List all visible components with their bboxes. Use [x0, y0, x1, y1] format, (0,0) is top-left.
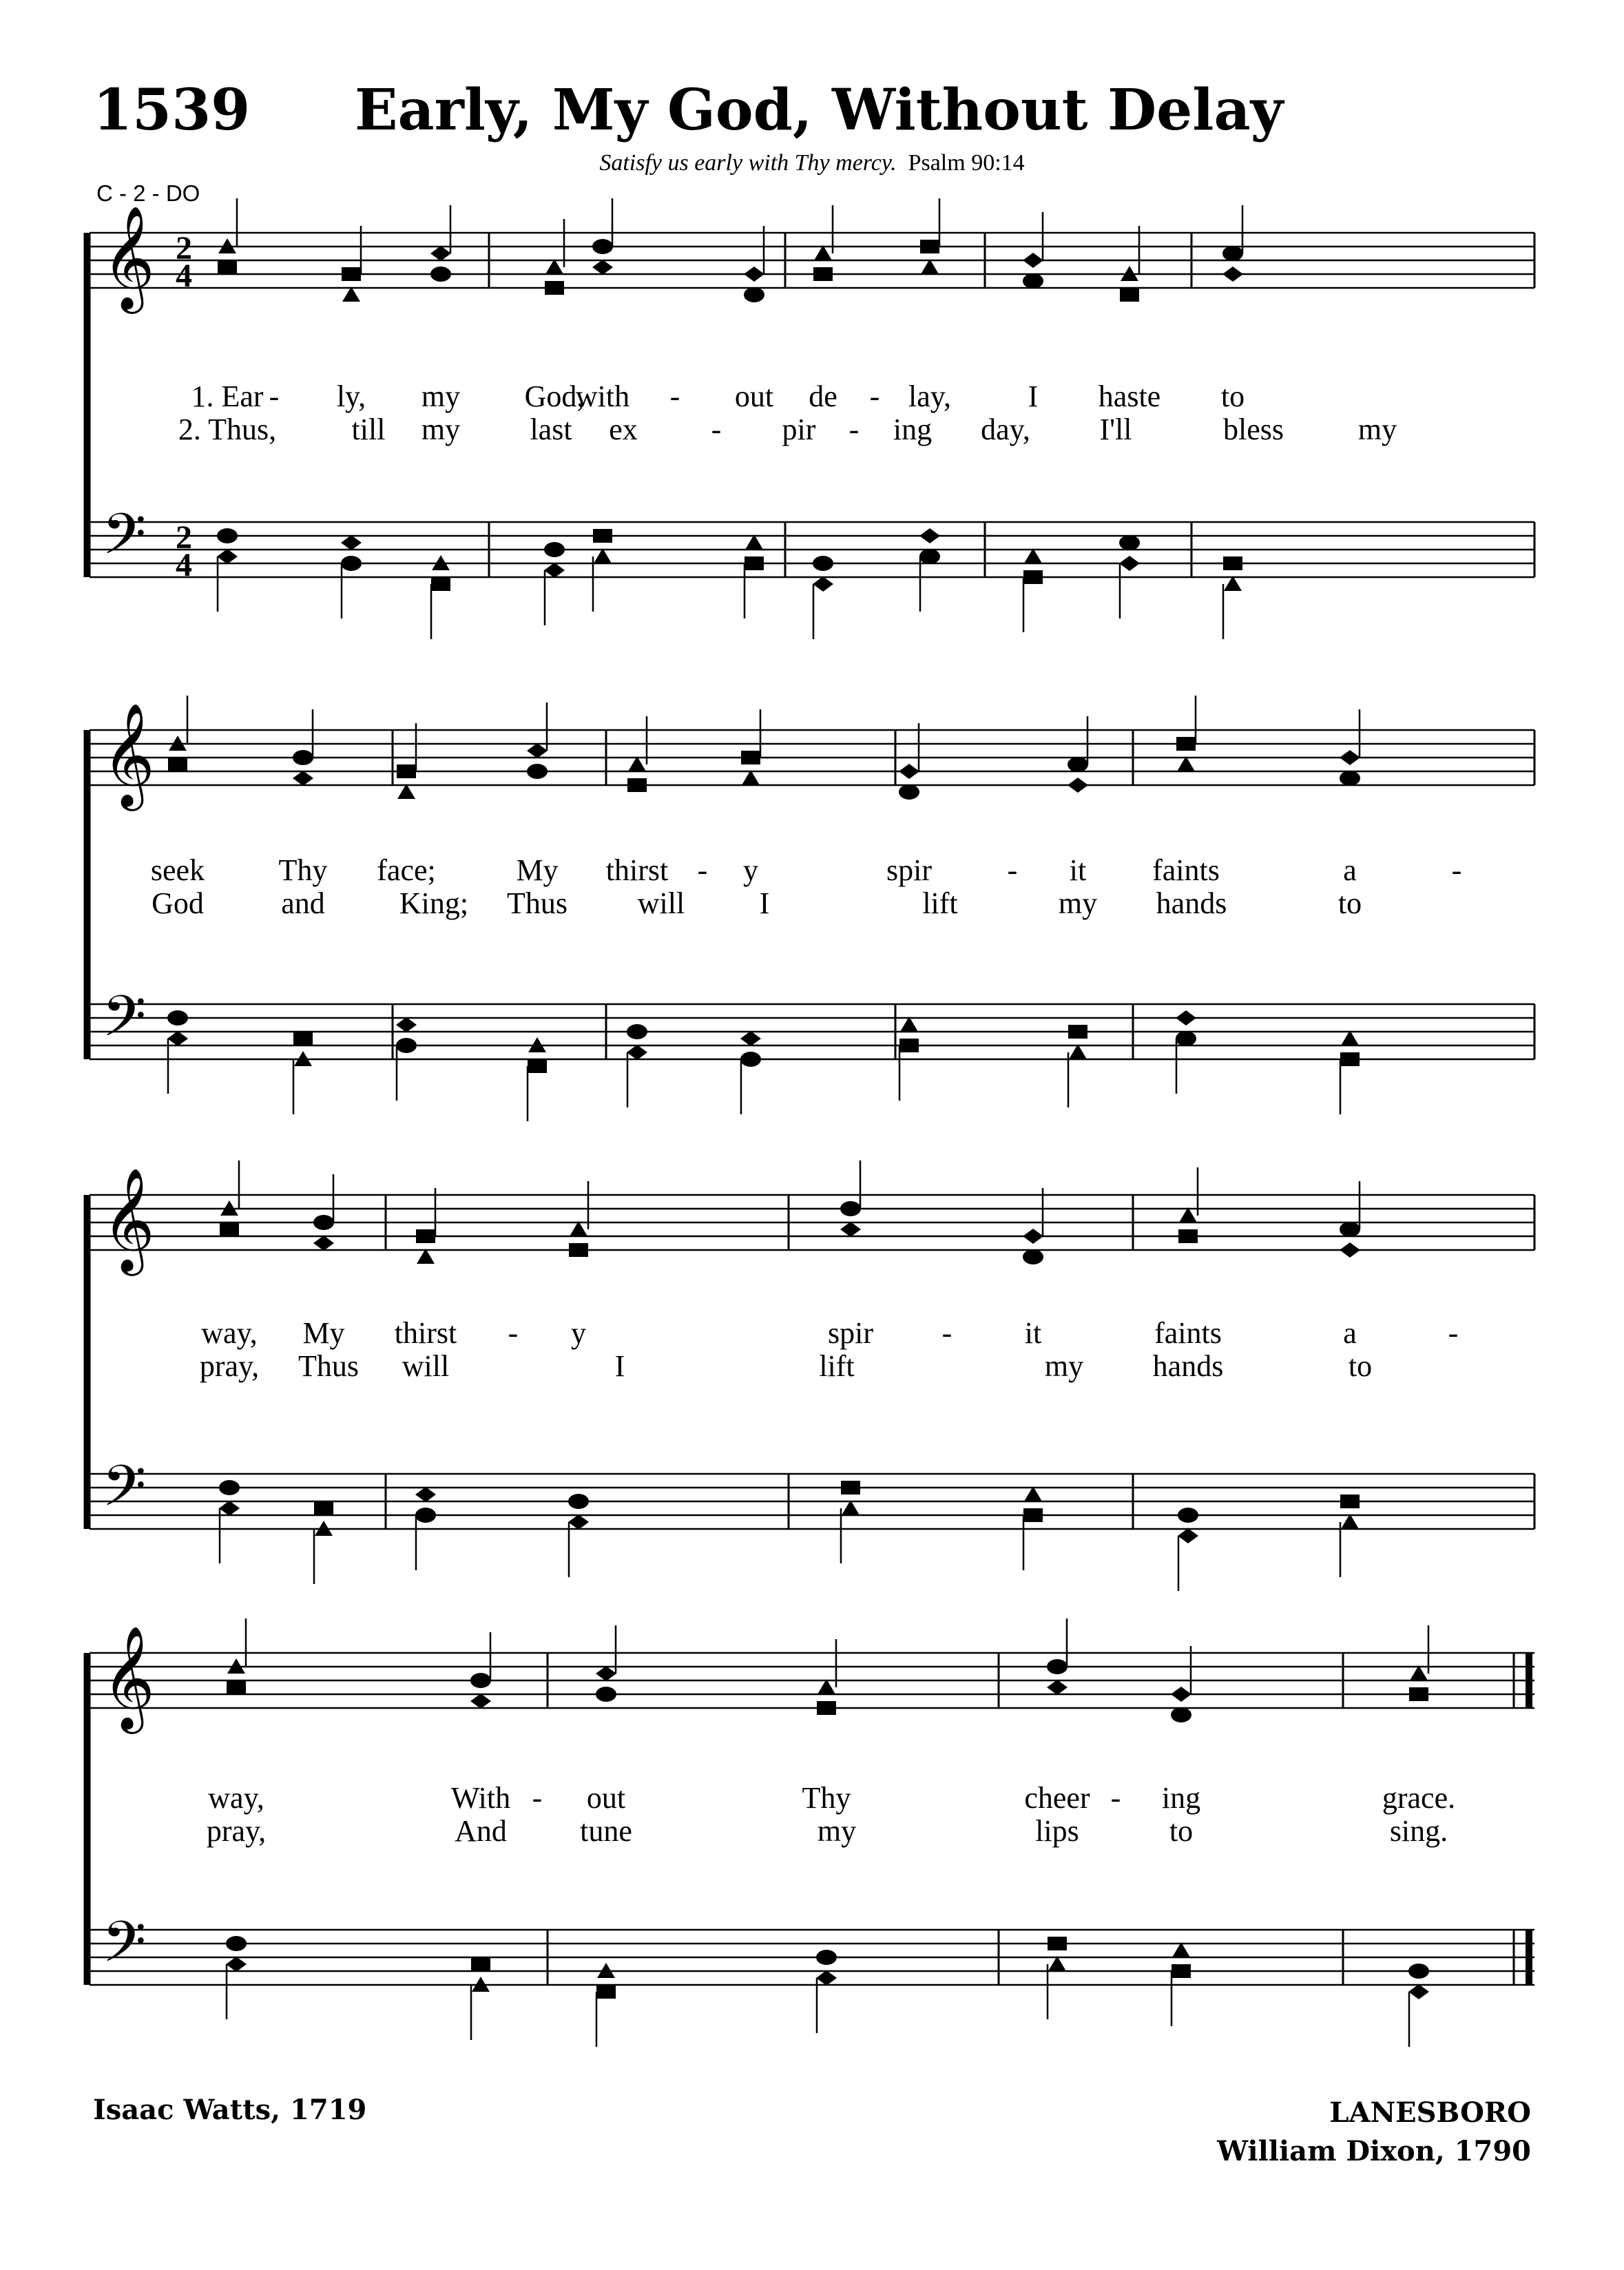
note-head-square [220, 1222, 239, 1236]
note-head-square [218, 260, 237, 274]
lyric-verse2: pray, [206, 1814, 267, 1848]
note-head-square [1023, 1508, 1043, 1522]
lyric-verse2: till [351, 413, 386, 446]
note-head-square [1340, 1495, 1360, 1508]
lyric-verse2: to [1169, 1814, 1194, 1848]
note-head-triangle [742, 770, 760, 785]
note-head-triangle [1179, 1207, 1197, 1222]
note-head-square [745, 556, 764, 570]
bass-clef: 𝄢 [102, 1911, 147, 1988]
lyric-verse2: my [817, 1814, 857, 1848]
note-head-round [899, 784, 919, 800]
note-head-round [813, 556, 833, 571]
note-head-round [1171, 1707, 1191, 1722]
note-head-diamond [1408, 1984, 1429, 1999]
bass-staff [90, 1930, 1534, 1985]
note-head-triangle [900, 1017, 918, 1032]
note-head-square [545, 281, 564, 295]
lyric-verse2: I [759, 886, 770, 920]
lyric-verse2: to [1337, 886, 1362, 920]
note-head-square [342, 267, 361, 281]
lyric-verse2: my [1058, 886, 1098, 920]
lyric-verse1: 1. Ear [191, 379, 264, 413]
lyric-verse2: will [402, 1349, 450, 1383]
lyric-verse2: Thus [507, 886, 568, 920]
lyric-verse2: 2. Thus, [178, 413, 277, 446]
lyric-verse1: My [302, 1316, 345, 1350]
note-head-triangle [921, 259, 939, 274]
lyric-verse1: Thy [278, 853, 328, 887]
treble-clef: 𝄞 [102, 1171, 155, 1270]
composer-credit: William Dixon, 1790 [1217, 2135, 1531, 2167]
note-head-diamond [1222, 267, 1243, 282]
note-head-diamond [415, 1487, 436, 1502]
lyric-verse1: spir [886, 853, 932, 887]
note-head-triangle [1024, 1486, 1042, 1501]
lyric-verse1: - [1110, 1781, 1121, 1815]
lyric-verse1: With [450, 1781, 511, 1815]
note-head-square [813, 267, 833, 281]
lyric-verse2: will [637, 886, 685, 920]
note-head-round [592, 239, 613, 254]
note-head-square [1048, 1937, 1067, 1950]
note-head-round [217, 528, 238, 543]
lyric-verse1: with [575, 379, 630, 413]
note-head-round [1023, 273, 1043, 289]
lyric-verse2: sing. [1389, 1814, 1448, 1848]
lyric-verse2: last [530, 413, 572, 446]
lyric-verse1: - [869, 379, 880, 413]
lyric-verse2: tune [580, 1814, 632, 1848]
hymn-title: Early, My God, Without Delay [355, 77, 1284, 143]
note-head-round [219, 1480, 240, 1495]
note-head-diamond [1340, 1242, 1360, 1258]
note-head-round [1047, 1659, 1068, 1674]
note-head-diamond [740, 1031, 761, 1046]
note-head-round [596, 1687, 616, 1702]
lyric-verse1: - [532, 1781, 543, 1815]
time-signature-top: 2 [176, 230, 192, 267]
note-head-round [527, 764, 548, 779]
lyric-verse1: thirst [605, 853, 669, 887]
note-head-diamond [1023, 1229, 1043, 1244]
lyric-verse1: y [743, 853, 758, 887]
note-head-triangle [1172, 1942, 1190, 1957]
lyric-verse1: My [516, 853, 559, 887]
note-head-square [817, 1701, 836, 1715]
note-head-square [1176, 737, 1196, 751]
note-head-square [314, 1501, 333, 1515]
lyric-verse1: I [1028, 379, 1039, 413]
words-credit: Isaac Watts, 1719 [93, 2094, 367, 2126]
note-head-triangle [842, 1500, 860, 1515]
lyric-verse1: ing [1161, 1781, 1201, 1815]
treble-clef: 𝄞 [102, 706, 155, 805]
lyric-verse2: - [711, 413, 722, 446]
note-head-diamond [816, 1970, 837, 1986]
note-head-triangle [594, 548, 612, 563]
note-head-diamond [592, 260, 613, 275]
note-head-round [627, 1024, 647, 1039]
treble-staff [90, 1195, 1534, 1250]
note-head-triangle [818, 1679, 835, 1694]
note-head-square [1023, 570, 1043, 584]
lyric-verse2: bless [1223, 413, 1284, 446]
lyric-verse1: my [421, 379, 461, 413]
lyric-verse1: lay, [908, 379, 951, 413]
lyric-verse2: my [421, 413, 461, 446]
note-head-round [293, 750, 313, 765]
note-head-round [1068, 757, 1088, 772]
epigraph-quote: Satisfy us early with Thy mercy. [599, 150, 897, 176]
lyric-verse1: a [1343, 1316, 1357, 1350]
note-head-square [627, 778, 647, 792]
note-head-triangle [1410, 1665, 1428, 1680]
note-head-diamond [627, 1045, 647, 1060]
time-signature-bottom: 4 [176, 258, 192, 294]
note-head-diamond [744, 267, 764, 282]
note-head-diamond [1023, 253, 1043, 268]
note-head-round [1340, 1222, 1360, 1237]
note-head-square [593, 529, 612, 543]
note-head-diamond [544, 563, 565, 578]
lyric-verse1: - [269, 379, 280, 413]
note-head-triangle [1024, 548, 1042, 563]
lyric-verse1: out [586, 1781, 626, 1815]
lyric-verse1: out [734, 379, 774, 413]
note-head-round [396, 1038, 417, 1053]
note-head-round [415, 1508, 436, 1523]
note-head-square [471, 1957, 490, 1971]
note-head-diamond [293, 771, 313, 786]
note-head-round [1119, 535, 1140, 550]
lyric-verse1: grace. [1382, 1781, 1456, 1815]
note-head-triangle [417, 1249, 435, 1264]
lyric-verse1: cheer [1024, 1781, 1090, 1815]
note-head-round [744, 287, 764, 302]
note-head-diamond [840, 1222, 861, 1237]
note-head-round [1340, 771, 1360, 786]
lyric-verse1: faints [1154, 1316, 1222, 1350]
note-head-round [226, 1936, 247, 1951]
note-head-triangle [342, 287, 360, 302]
lyric-verse2: I [614, 1349, 625, 1383]
note-head-square [416, 1229, 435, 1243]
lyric-verse1: - [1007, 853, 1018, 887]
time-signature-top: 2 [176, 519, 192, 556]
lyric-verse1: ly, [336, 379, 366, 413]
lyric-verse2: - [849, 413, 860, 446]
note-head-round [430, 267, 451, 282]
note-head-square [841, 1481, 860, 1495]
lyric-verse2: pray, [199, 1349, 260, 1383]
lyric-verse1: way, [201, 1316, 258, 1350]
note-head-diamond [813, 576, 833, 592]
note-head-square [741, 751, 760, 764]
note-head-diamond [568, 1514, 589, 1530]
note-head-diamond [1340, 750, 1360, 765]
note-head-triangle [1069, 1044, 1087, 1059]
note-head-triangle [545, 259, 563, 274]
lyric-verse1: faints [1152, 853, 1220, 887]
lyric-verse1: - [508, 1316, 519, 1350]
note-head-triangle [745, 534, 763, 550]
note-head-diamond [219, 1501, 240, 1516]
note-head-round [816, 1950, 837, 1965]
note-head-square [227, 1680, 246, 1694]
note-head-diamond [919, 528, 940, 543]
note-head-triangle [628, 756, 646, 771]
lyric-verse2: pir [782, 413, 816, 446]
note-head-diamond [1171, 1687, 1191, 1702]
note-head-triangle [814, 245, 832, 260]
treble-staff [90, 1653, 1534, 1708]
note-head-diamond [167, 1031, 188, 1046]
note-head-diamond [226, 1957, 247, 1972]
lyric-verse1: - [697, 853, 708, 887]
tune-name: LANESBORO [1329, 2096, 1531, 2129]
bass-clef: 𝄢 [102, 986, 147, 1062]
note-head-round [840, 1201, 861, 1216]
lyric-verse2: ex [609, 413, 638, 446]
note-head-diamond [217, 549, 238, 564]
note-head-square [596, 1985, 616, 1999]
lyric-verse2: my [1044, 1349, 1084, 1383]
lyric-verse2: God [152, 886, 204, 920]
note-head-diamond [396, 1017, 417, 1032]
note-head-round [167, 1010, 188, 1025]
note-head-square [528, 1059, 547, 1073]
note-head-diamond [899, 764, 919, 779]
note-head-square [397, 764, 416, 778]
lyric-verse1: seek [150, 853, 205, 887]
lyric-verse1: spir [828, 1316, 873, 1350]
time-signature-bottom: 4 [176, 547, 192, 583]
note-head-diamond [1119, 556, 1140, 571]
note-head-round [568, 1494, 589, 1509]
lyric-verse1: - [669, 379, 680, 413]
lyric-verse2: Thus [298, 1349, 359, 1383]
lyric-verse1: way, [208, 1781, 264, 1815]
note-head-round [1176, 1031, 1196, 1046]
note-head-diamond [527, 743, 548, 758]
note-head-square [1223, 556, 1242, 570]
lyric-verse1: y [571, 1316, 586, 1350]
lyric-verse2: lift [819, 1349, 855, 1383]
lyric-verse2: day, [981, 413, 1030, 446]
lyric-verse2: hands [1152, 1349, 1224, 1383]
note-head-diamond [1176, 1010, 1196, 1025]
note-head-diamond [1068, 778, 1088, 793]
bass-staff [90, 1474, 1534, 1529]
note-head-diamond [596, 1666, 616, 1681]
note-head-round [1178, 1508, 1198, 1523]
note-head-square [1120, 288, 1139, 302]
lyric-verse2: my [1357, 413, 1397, 446]
treble-clef: 𝄞 [102, 209, 155, 308]
note-head-diamond [1178, 1528, 1198, 1543]
note-head-round [740, 1052, 761, 1067]
note-head-round [313, 1215, 334, 1230]
note-head-square [1409, 1687, 1428, 1701]
note-head-diamond [1047, 1680, 1068, 1695]
bass-staff [90, 522, 1534, 577]
lyric-verse1: God, [524, 379, 585, 413]
note-head-round [341, 556, 362, 571]
lyric-verse1: haste [1098, 379, 1161, 413]
note-head-square [168, 758, 187, 771]
lyric-verse2: lift [922, 886, 958, 920]
note-head-round [470, 1673, 491, 1688]
lyric-verse2: King; [399, 886, 469, 920]
treble-clef: 𝄞 [102, 1629, 155, 1728]
bass-clef: 𝄢 [102, 1455, 147, 1532]
note-head-square [569, 1243, 588, 1257]
note-head-square [431, 577, 450, 591]
note-head-triangle [570, 1221, 587, 1236]
lyric-verse1: a [1343, 853, 1357, 887]
lyric-verse1: - [1451, 853, 1462, 887]
note-head-square [293, 1032, 313, 1045]
note-head-triangle [1177, 756, 1195, 771]
lyric-verse1: - [1448, 1316, 1459, 1350]
note-head-triangle [1224, 576, 1242, 591]
tune-credit [1217, 2094, 1531, 2171]
note-head-triangle [1341, 1514, 1359, 1529]
note-head-round [1222, 246, 1243, 261]
note-head-square [1178, 1229, 1198, 1243]
note-head-square [1340, 1052, 1360, 1066]
lyric-verse1: it [1069, 853, 1087, 887]
epigraph-reference: Psalm 90:14 [908, 150, 1025, 176]
lyric-verse2: lips [1035, 1814, 1079, 1848]
lyric-verse1: thirst [394, 1316, 457, 1350]
note-head-square [920, 240, 939, 253]
note-head-round [1023, 1249, 1043, 1264]
lyric-verse1: to [1220, 379, 1245, 413]
note-head-round [919, 549, 940, 564]
hymn-number: 1539 [93, 77, 251, 143]
lyric-verse2: hands [1156, 886, 1227, 920]
note-head-diamond [341, 535, 362, 550]
note-head-triangle [1341, 1030, 1359, 1045]
note-head-square [1172, 1964, 1191, 1978]
note-head-square [1068, 1025, 1087, 1039]
lyric-verse1: de [809, 379, 837, 413]
lyric-verse1: - [941, 1316, 952, 1350]
lyric-verse1: face; [377, 853, 436, 887]
lyric-verse2: I'll [1099, 413, 1132, 446]
lyric-verse1: Thy [802, 1781, 851, 1815]
meter-label: C - 2 - DO [96, 180, 200, 206]
bass-clef: 𝄢 [102, 503, 147, 580]
note-head-round [1408, 1964, 1429, 1979]
note-head-round [544, 542, 565, 557]
lyric-verse1: it [1024, 1316, 1042, 1350]
note-head-square [899, 1039, 919, 1052]
note-head-diamond [430, 246, 451, 261]
lyric-verse2: ing [893, 413, 933, 446]
lyric-verse2: and [281, 886, 325, 920]
note-head-diamond [313, 1236, 334, 1251]
note-head-diamond [470, 1694, 491, 1709]
note-head-triangle [397, 784, 415, 799]
note-head-triangle [1048, 1956, 1066, 1971]
lyric-verse2: to [1348, 1349, 1373, 1383]
lyric-verse2: And [455, 1814, 507, 1848]
treble-staff [90, 233, 1534, 288]
